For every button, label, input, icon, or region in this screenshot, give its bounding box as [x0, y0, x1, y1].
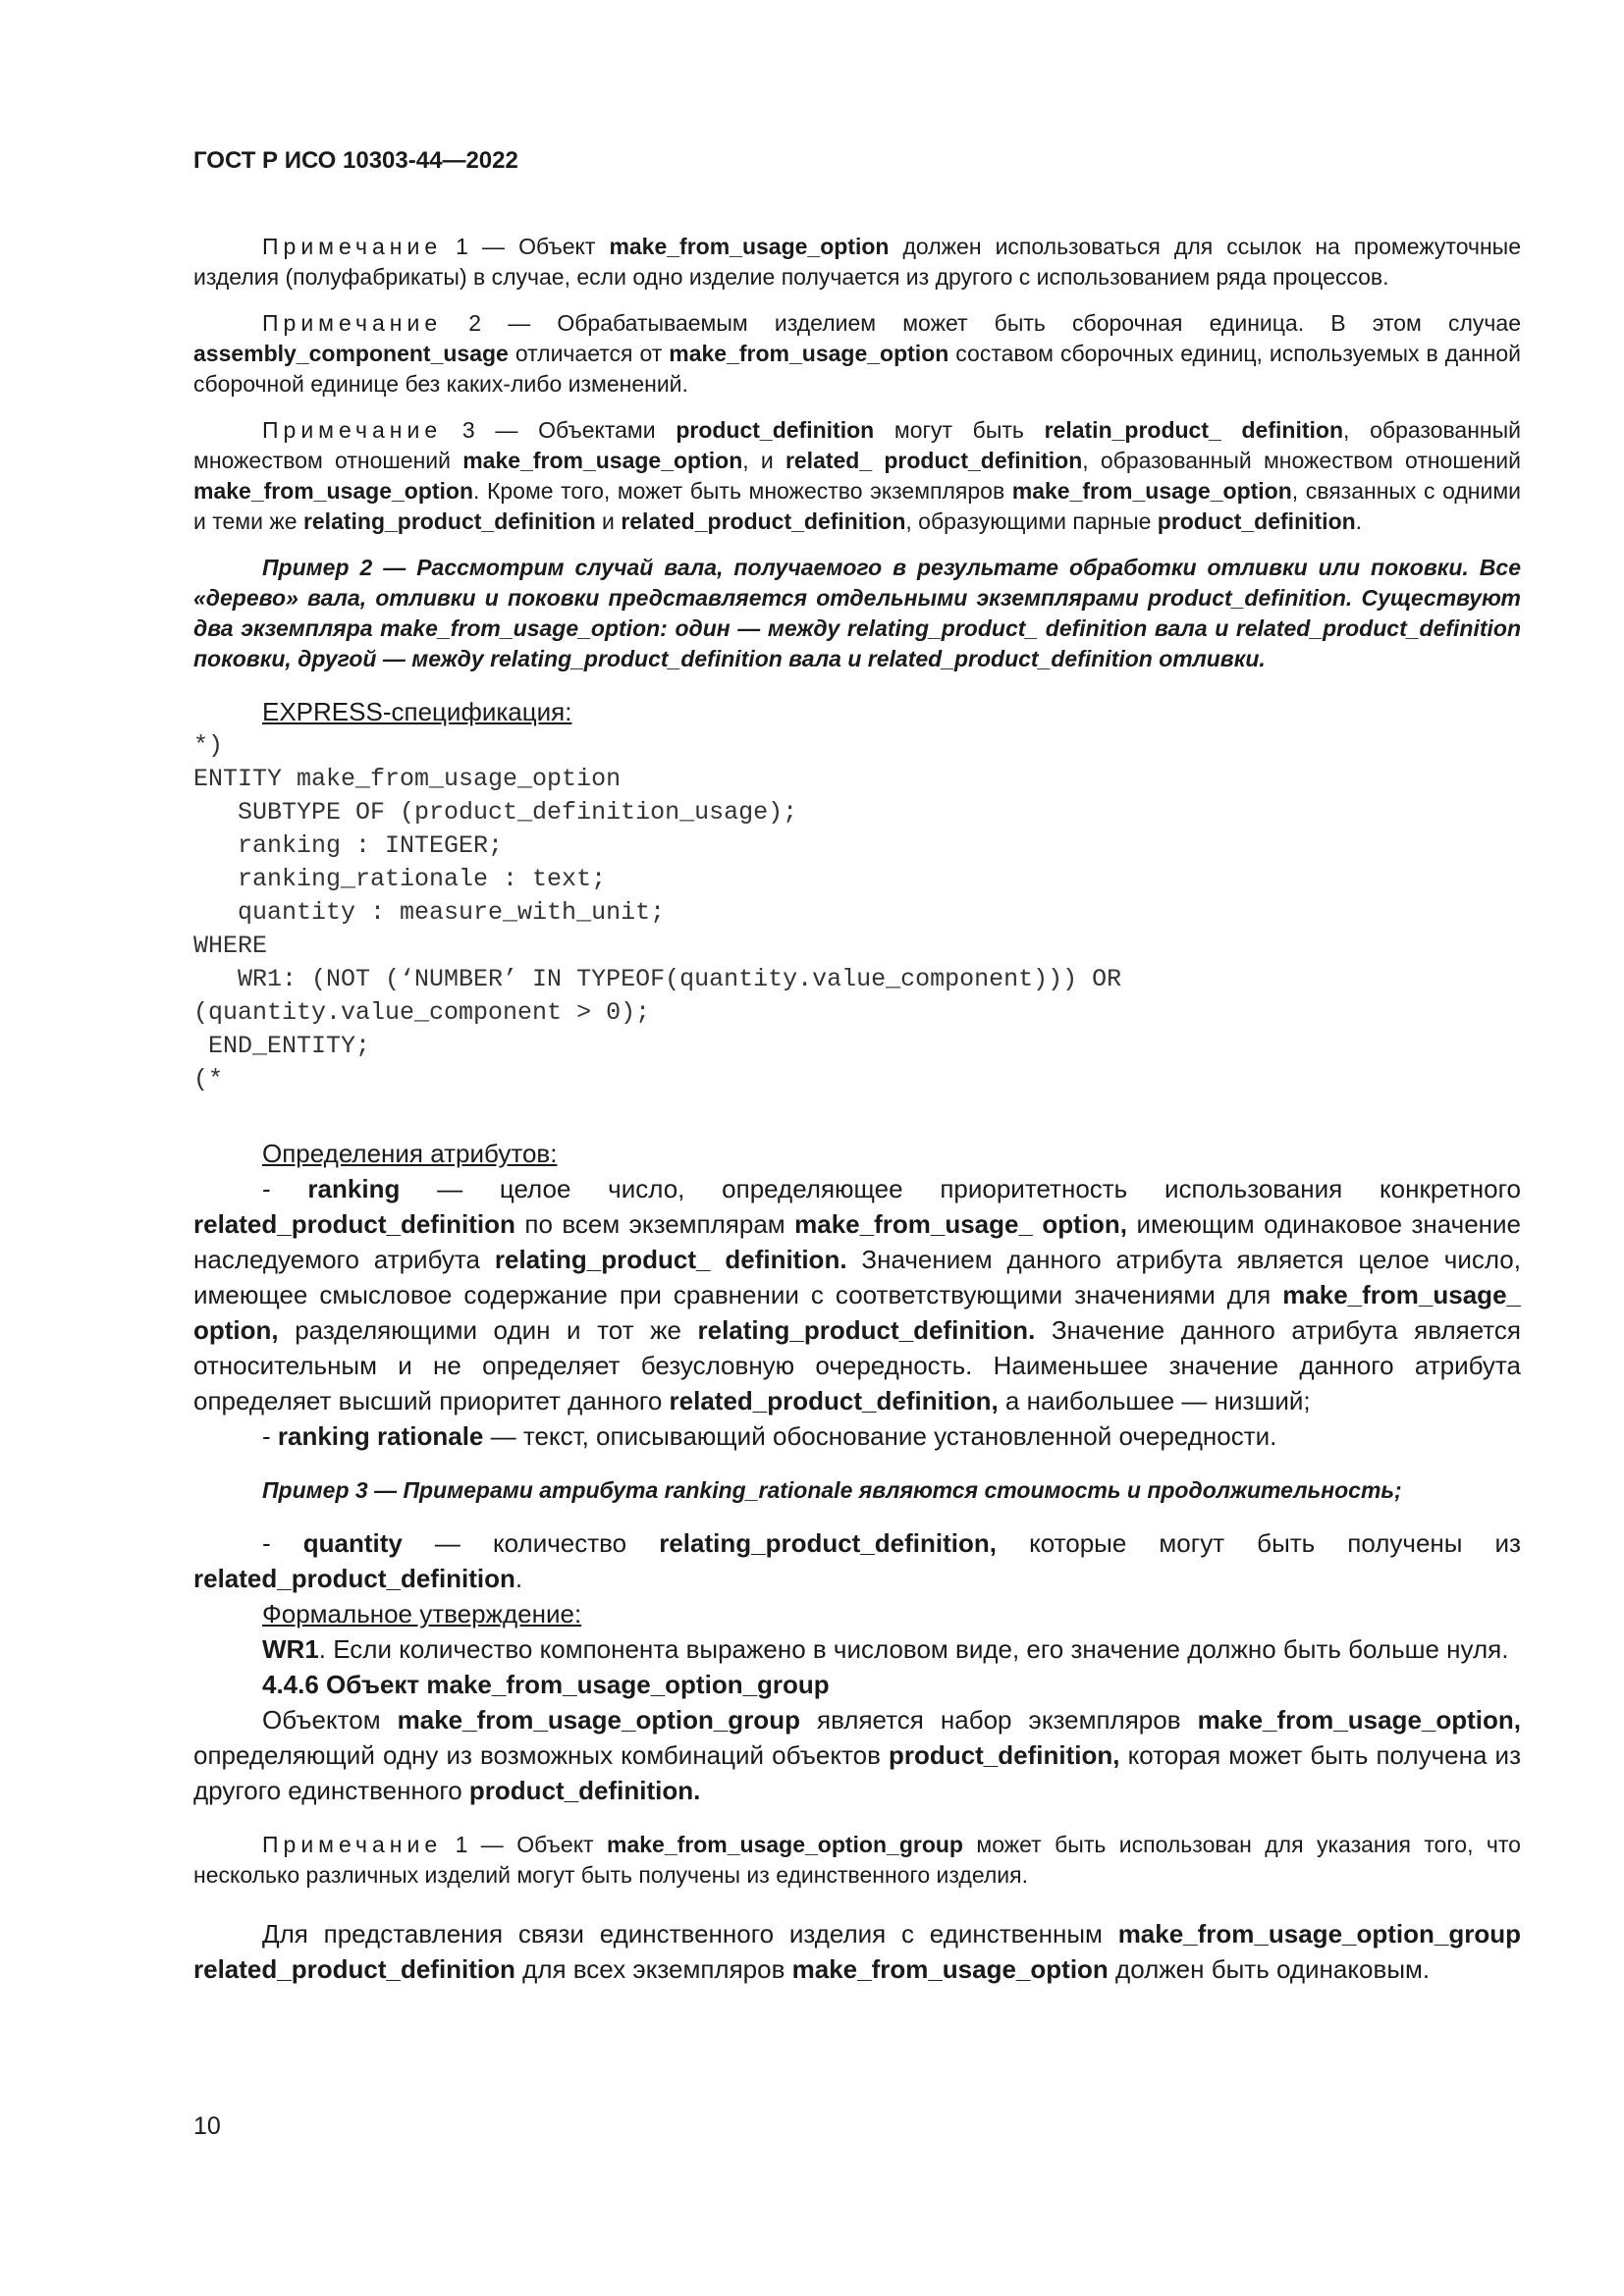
code-line: (*: [193, 1065, 224, 1094]
note-3: Примечание 3 — Объектами product_definition могут быть relatin_product_ definition, образованный множеством отношений make_from_usage_option, и related_ product_definition, образованный множеством отношений make_from_usage_option. Кроме того, может быть множество экземпляров make_from_usage_option, связанных с одними и теми же relating_product_definition и related_product_definition, образующими парные product_definition.: [193, 417, 1522, 534]
note-label: Примечание: [262, 310, 443, 336]
formal-heading: Формальное утверждение:: [262, 1599, 582, 1629]
wr1-rule: WR1. Если количество компонента выражено в числовом виде, его значение должно быть больше нуля.: [262, 1634, 1509, 1664]
group-note-1: Примечание 1 — Объект make_from_usage_option_group может быть использован для указания того, что несколько различных изделий могут быть получены из единственного изделия.: [193, 1832, 1521, 1888]
code-line: END_ENTITY;: [193, 1032, 371, 1060]
code-line: (quantity.value_component > 0);: [193, 998, 651, 1027]
note-label: Примечание: [262, 234, 443, 259]
attr-heading: Определения атрибутов:: [262, 1139, 558, 1168]
example-3: Пример 3 — Примерами атрибута ranking_rationale являются стоимость и продолжительность;: [262, 1477, 1402, 1503]
example-2: Пример 2 — Рассмотрим случай вала, получаемого в результате обработки отливки или поковки. Все «дерево» вала, отливки и поковки представляется отдельными экземплярами product_definition. Существуют два экземпляра make_from_usage_option: один — между relating_product_ definition вала и related_product_definition поковки, другой — между relating_product_definition вала и related_product_definition отливки.: [193, 555, 1521, 671]
attr-ranking-rationale: - ranking rationale — текст, описывающий обоснование установленной очередности.: [262, 1421, 1277, 1451]
code-line: quantity : measure_with_unit;: [193, 898, 666, 927]
code-line: SUBTYPE OF (product_definition_usage);: [193, 798, 798, 827]
code-line: ENTITY make_from_usage_option: [193, 765, 622, 793]
code-line: ranking_rationale : text;: [193, 865, 607, 893]
group-definition: Объектом make_from_usage_option_group является набор экземпляров make_from_usage_option, определяющий одну из возможных комбинаций объектов product_definition, которая может быть получена из другого единственного product_definition.: [193, 1705, 1521, 1805]
section-heading-4-4-6: 4.4.6 Объект make_from_usage_option_group: [262, 1670, 830, 1699]
note-label: Примечание: [262, 1832, 443, 1857]
attr-ranking: - ranking — целое число, определяющее приоритетность использования конкретного related_product_definition по всем экземплярам make_from_usage_ option, имеющим одинаковое значение наследуемого атрибута relating_product_ definition. Значением данного атрибута является целое число, имеющее смысловое содержание при сравнении с соответствующими значениями для make_from_usage_ option, разделяющими один и тот же relating_product_definition. Значение данного атрибута является относительным и не определяет безусловную очередность. Наименьшее значение данного атрибута определяет высший приоритет данного related_product_definition, а наибольшее — низший;: [193, 1174, 1522, 1415]
note-2: Примечание 2 — Обрабатываемым изделием может быть сборочная единица. В этом случае assembly_component_usage отличается от make_from_usage_option составом сборочных единиц, используемых в данной сборочной единице без каких-либо изменений.: [193, 310, 1521, 397]
attr-quantity: - quantity — количество relating_product_definition, которые могут быть получены из related_product_definition.: [193, 1528, 1521, 1593]
code-line: *): [193, 731, 224, 760]
express-heading: EXPRESS-спецификация:: [262, 697, 572, 726]
code-line: WR1: (NOT (‘NUMBER’ IN TYPEOF(quantity.value_component))) OR: [193, 965, 1122, 993]
code-line: WHERE: [193, 932, 268, 960]
code-line: ranking : INTEGER;: [193, 831, 504, 860]
document-page: [193, 147, 1521, 1987]
note-1: Примечание 1 — Объект make_from_usage_option должен использоваться для ссылок на промежуточные изделия (полуфабрикаты) в случае, если одно изделие получается из другого с использованием ряда процессов.: [193, 234, 1521, 290]
express-code-block: [193, 729, 1521, 1096]
note-label: Примечание: [262, 417, 443, 443]
page-number: 10: [193, 2112, 221, 2140]
document-header: ГОСТ Р ИСО 10303-44—2022: [193, 147, 518, 174]
final-paragraph: Для представления связи единственного изделия с единственным make_from_usage_option_group related_product_definition для всех экземпляров make_from_usage_option должен быть одинаковым.: [193, 1919, 1521, 1984]
